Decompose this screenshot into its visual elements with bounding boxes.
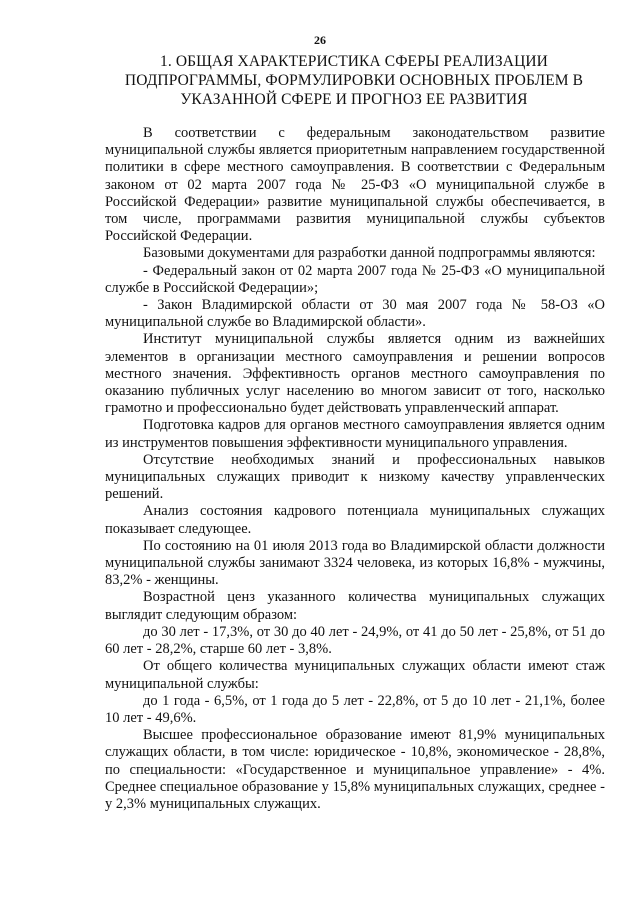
body-text (105, 125, 605, 813)
paragraph: Анализ состояния кадрового потенциала муниципальных служащих показывает следующее. (105, 503, 605, 537)
section-heading: 1. ОБЩАЯ ХАРАКТЕРИСТИКА СФЕРЫ РЕАЛИЗАЦИИ ПОДПРОГРАММЫ, ФОРМУЛИРОВКИ ОСНОВНЫХ ПРОБЛЕМ В УКАЗАННОЙ СФЕРЕ И ПРОГНОЗ ЕЕ РАЗВИТИЯ (124, 53, 584, 108)
paragraph: Высшее профессиональное образование имеют 81,9% муниципальных служащих области, в том числе: юридическое - 10,8%, экономическое - 28,8%, по специальности: «Государственное и муниципальное управление» - 4%. Среднее специальное образование у 15,8% муниципальных служащих, среднее - у 2,3% муниципальных служащих. (105, 727, 605, 812)
paragraph: По состоянию на 01 июля 2013 года во Владимирской области должности муниципальной службы занимают 3324 человека, из которых 16,8% - мужчины, 83,2% - женщины. (105, 537, 605, 589)
paragraph: Возрастной ценз указанного количества муниципальных служащих выглядит следующим образом: (105, 589, 605, 623)
list-item: - Закон Владимирской области от 30 мая 2007 года № 58-ОЗ «О муниципальной службе во Владимирской области». (105, 297, 605, 331)
paragraph: Институт муниципальной службы является одним из важнейших элементов в организации местного самоуправления и решении вопросов местного значения. Эффективность органов местного самоуправления по оказанию публичных услуг населению во многом зависит от того, насколько грамотно и профессионально будет действовать управленческий аппарат. (105, 331, 605, 417)
paragraph: до 1 года - 6,5%, от 1 года до 5 лет - 22,8%, от 5 до 10 лет - 21,1%, более 10 лет - 49,6%. (105, 692, 605, 726)
paragraph: до 30 лет - 17,3%, от 30 до 40 лет - 24,9%, от 41 до 50 лет - 25,8%, от 51 до 60 лет - 28,2%, старше 60 лет - 3,8%. (105, 623, 605, 658)
list-item: - Федеральный закон от 02 марта 2007 года № 25-ФЗ «О муниципальной службе в Российской Федерации»; (105, 262, 605, 296)
page-number: 26 (314, 33, 326, 47)
paragraph: От общего количества муниципальных служащих области имеют стаж муниципальной службы: (105, 658, 605, 692)
paragraph: Отсутствие необходимых знаний и профессиональных навыков муниципальных служащих приводит к низкому качеству управленческих решений. (105, 451, 605, 503)
paragraph: Базовыми документами для разработки данной подпрограммы являются: (143, 245, 596, 262)
paragraph: В соответствии с федеральным законодательством развитие муниципальной службы является приоритетным направлением государственной политики в сфере местного самоуправления. В соответствии с Федеральным законом от 02 марта 2007 года № 25-ФЗ «О муниципальной службе в Российской Федерации» развитие муниципальной службы обеспечивается, в том числе, программами развития муниципальной службы субъектов Российской Федерации. (105, 125, 605, 245)
paragraph: Подготовка кадров для органов местного самоуправления является одним из инструментов повышения эффективности муниципального управления. (105, 417, 605, 451)
